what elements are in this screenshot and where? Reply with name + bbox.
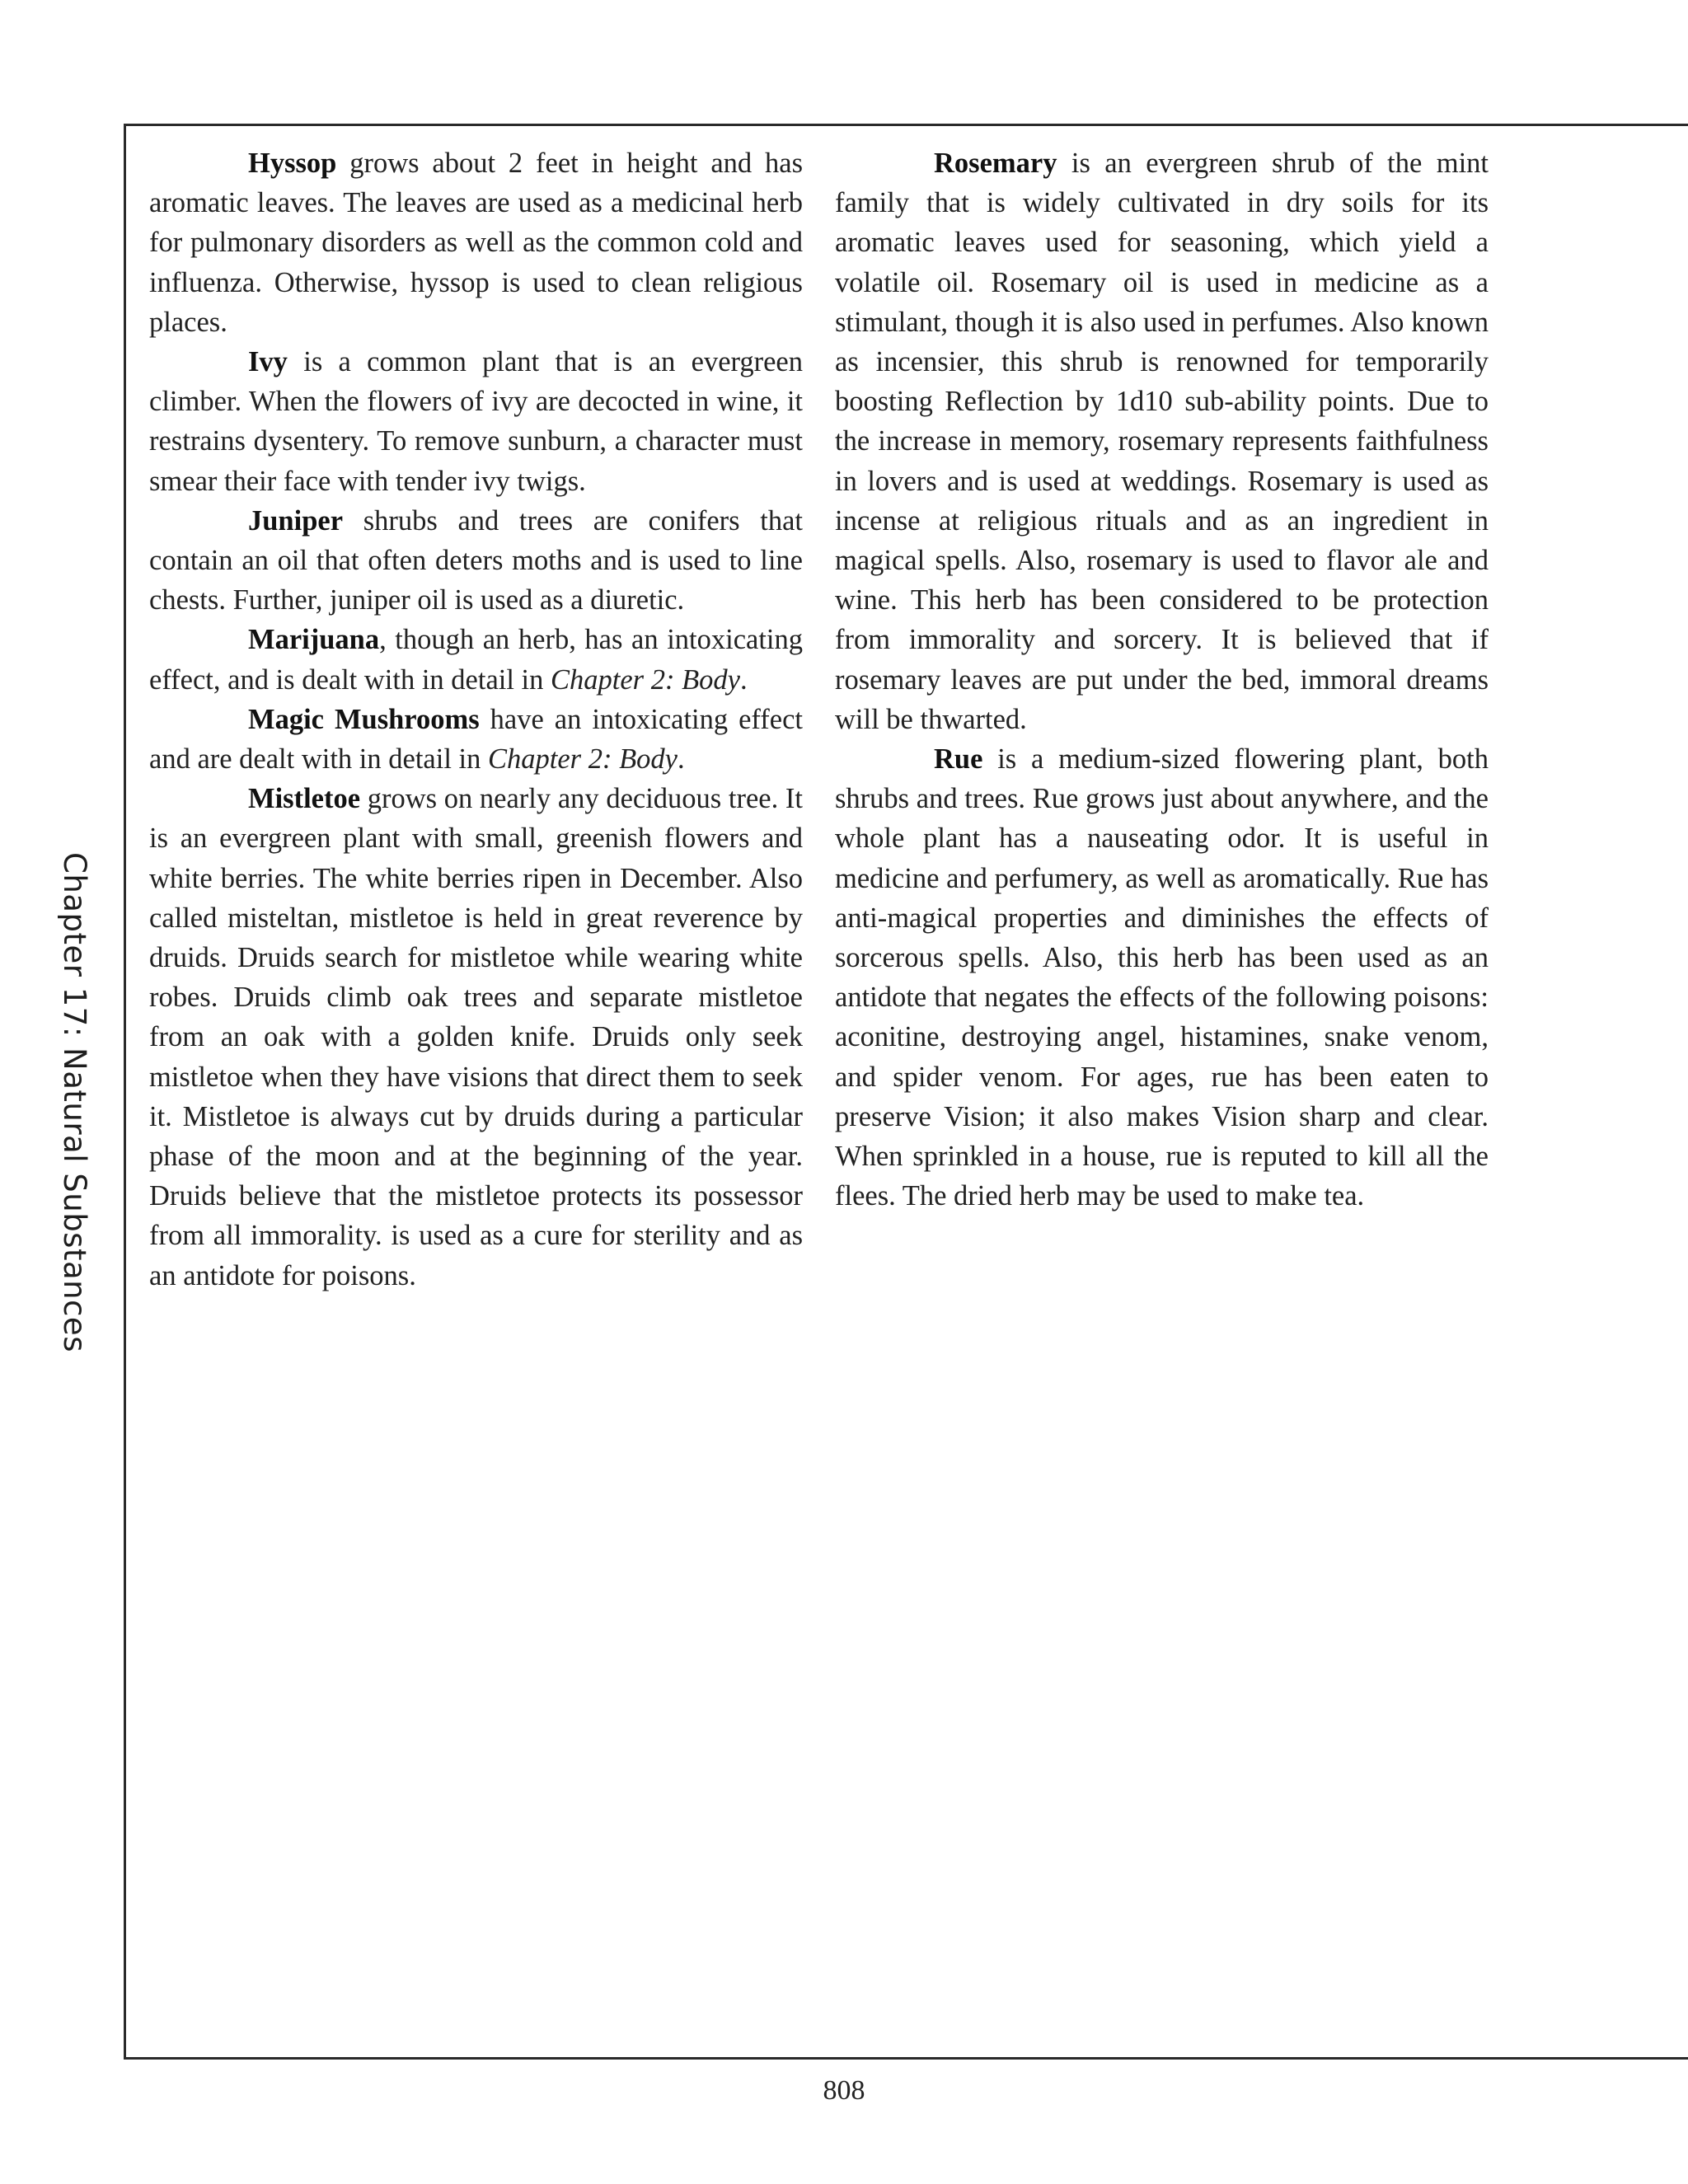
entry-ivy [149, 342, 803, 501]
entry-magic-mushrooms [149, 700, 803, 779]
entry-term: Juniper [248, 504, 344, 537]
entry-text: is a common plant that is an evergreen climber. When the flowers of ivy are decocted in wine, it restrains dysentery. To remove sunburn, a character must smear their face with tender ivy twigs. [149, 346, 803, 497]
entry-text-end: . [677, 743, 685, 776]
entry-term: Hyssop [248, 148, 337, 179]
entry-rue [835, 739, 1489, 1216]
entry-mistletoe [149, 779, 803, 1296]
entry-juniper [149, 501, 803, 621]
entry-term: Ivy [248, 346, 288, 378]
entry-text: have an intoxicating effect and are dealt with in detail in [149, 703, 803, 776]
entry-text-end: . [739, 663, 748, 696]
chapter-side-label-text: Chapter 17: Natural Substances [56, 851, 92, 1352]
entry-term: Marijuana [248, 624, 380, 656]
entry-hyssop [149, 143, 803, 342]
entry-text: grows about 2 feet in height and has aromatic leaves. The leaves are used as a medicinal herb for pulmonary disorders as well as the common cold and influenza. Otherwise, hyssop is used to clean religious places. [149, 148, 803, 338]
entry-rosemary [835, 143, 1489, 739]
entry-marijuana [149, 620, 803, 699]
frame-top-rule [124, 124, 1688, 126]
entry-text: grows on nearly any deciduous tree. It is an evergreen plant with small, greenish flowers and white berries. The white berries ripen in December. Also called misteltan, mistletoe is held in great reverence by druids. Druids search for mistletoe while wearing white robes. Druids climb oak trees and separate mistletoe from an oak with a golden knife. Druids only seek mistletoe when they have visions that direct them to seek it. Mistletoe is always cut by druids during a particular phase of the moon and at the beginning of the year. Druids believe that the mistletoe protects its possessor from all immorality. is used as a cure for sterility and as an antidote for poisons. [149, 783, 803, 1291]
entry-term: Rue [934, 743, 983, 776]
chapter-side-label [35, 851, 114, 1353]
entry-text: shrubs and trees are conifers that contain an oil that often deters moths and is used to line chests. Further, juniper oil is used as a diuretic. [149, 504, 803, 616]
entry-term: Mistletoe [248, 783, 361, 815]
entry-term: Magic Mushrooms [248, 703, 480, 735]
entry-text: , though an herb, has an intoxicating effect, and is dealt with in detail in [149, 624, 803, 696]
right-text-column [835, 143, 1489, 1216]
left-text-column [149, 143, 803, 1296]
chapter-reference: Chapter 2: Body [551, 663, 740, 696]
entry-text: is an evergreen shrub of the mint family that is widely cultivated in dry soils for its aromatic leaves used for seasoning, which yield a volatile oil. Rosemary oil is used in medicine as a stimulant, though it is also used in perfumes. Also known as incensier, this shrub is renowned for temporarily boosting Reflection by 1d10 sub-ability points. Due to the increase in memory, rosemary represents faithfulness in lovers and is used at weddings. Rosemary is used as incense at religious rituals and as an ingredient in magical spells. Also, rosemary is used to flavor ale and wine. This herb has been considered to be protection from immorality and sorcery. It is believed that if rosemary leaves are put under the bed, immoral dreams will be thwarted. [835, 148, 1489, 735]
entry-term: Rosemary [934, 148, 1057, 179]
frame-left-rule [124, 124, 126, 2060]
page-number: 808 [823, 2075, 865, 2106]
frame-bottom-rule [124, 2057, 1688, 2060]
entry-text: is a medium-sized flowering plant, both shrubs and trees. Rue grows just about anywhere, and the whole plant has a nauseating odor. It is useful in medicine and perfumery, as well as aromatically. Rue has anti-magical properties and diminishes the effects of sorcerous spells. Also, this herb has been used as an antidote that negates the effects of the following poisons: aconitine, destroying angel, histamines, snake venom, and spider venom. For ages, rue has been eaten to preserve Vision; it also makes Vision sharp and clear. When sprinkled in a house, rue is reputed to kill all the flees. The dried herb may be used to make tea. [835, 743, 1489, 1212]
chapter-reference: Chapter 2: Body [488, 743, 678, 776]
